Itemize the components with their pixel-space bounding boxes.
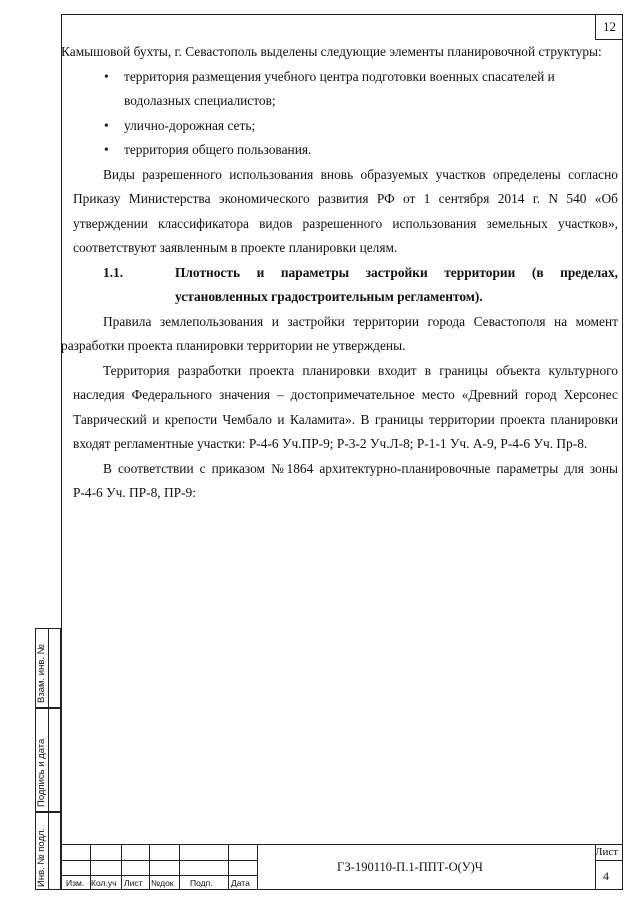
side-label-signature: Подпись и дата: [36, 738, 47, 807]
bullet-icon: •: [104, 117, 109, 133]
intro-paragraph: Камышовой бухты, г. Севастополь выделены следующие элементы планировочной структуры:: [61, 44, 602, 59]
stamp-col-koluch: Кол.уч: [91, 878, 117, 888]
paragraph-permitted-use: Виды разрешенного использования вновь образуемых участков определены согласно Приказу Министерства экономического развития РФ от 1 сентября 2014 г. N 540 «Об утверждении классификатора видов разрешенного использования земельных участков», соответствуют заявленным в проекте планировки целям.: [73, 166, 618, 255]
bullet-icon: •: [104, 142, 109, 157]
document-code: ГЗ-190110-П.1-ППТ-О(У)Ч: [337, 860, 483, 874]
paragraph-heritage: Территория разработки проекта планировки входит в границы объекта культурного наследия Федерального значения – достопримечательное место «Древний город Херсонес Таврический и крепости Чембало и Каламита». В границы территории проекта планировки входят регламентные участки: Р-4-6 Уч.ПР-9; Р-3-2 Уч.Л-8; Р-1-1 Уч. А-9, Р-4-6 Уч. Пр-8.: [73, 362, 618, 451]
stamp-col-izm: Изм.: [66, 878, 85, 888]
stamp-col-ndok: №док: [151, 878, 174, 888]
side-label-inv-original: Инв. № подл.: [36, 827, 47, 887]
stamp-col-podp: Подп.: [190, 878, 213, 888]
paragraph-parameters: В соответствии с приказом №1864 архитектурно-планировочные параметры для зоны Р-4-6 Уч. ПР-8, ПР-9:: [73, 460, 618, 500]
list-item: • территория общего пользования.: [73, 138, 618, 163]
section-title: Плотность и параметры застройки территории (в пределах, установленных градостроительным регламентом).: [175, 264, 618, 304]
list-item: • улично-дорожная сеть;: [73, 114, 618, 139]
sheet-label: Лист: [595, 846, 619, 858]
bullet-icon: •: [104, 68, 109, 84]
bullet-list: [73, 65, 618, 163]
list-item: • территория размещения учебного центра подготовки военных спасателей и водолазных специалистов;: [73, 65, 618, 114]
section-number: 1.1.: [103, 264, 124, 280]
page-number: 12: [595, 14, 623, 40]
section-heading: [73, 261, 618, 310]
sheet-number: 4: [603, 869, 609, 883]
document-body: [61, 40, 618, 506]
paragraph-rules: Правила землепользования и застройки территории города Севастополя на момент разработки проекта планировки территории не утверждены.: [61, 313, 618, 353]
stamp-col-data: Дата: [231, 878, 250, 888]
side-label-replace-inv: Взам. инв. №: [36, 644, 47, 703]
stamp-col-list: Лист: [124, 878, 143, 888]
